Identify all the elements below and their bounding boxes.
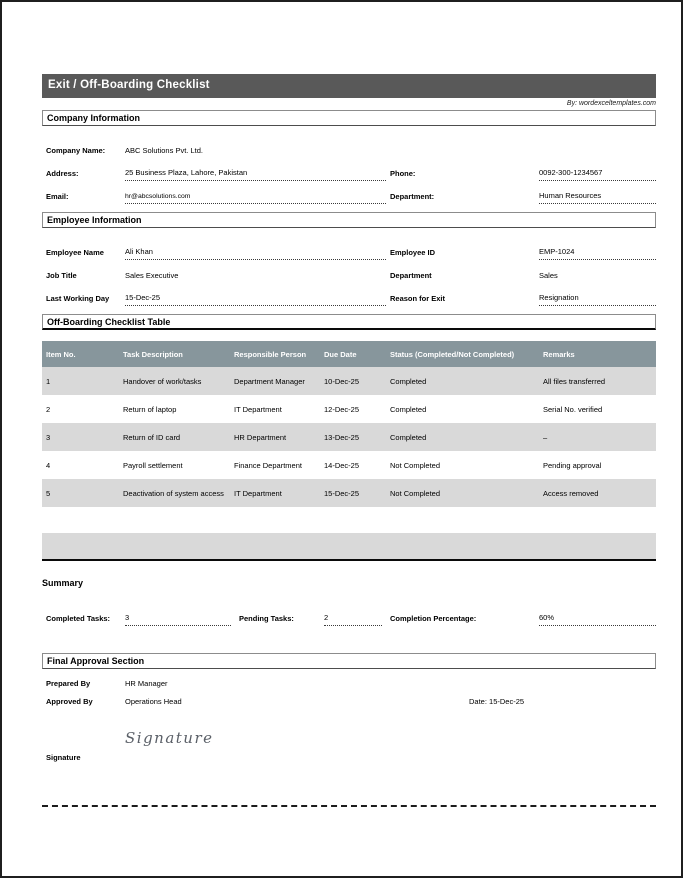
prepared-by-label: Prepared By <box>46 679 91 688</box>
field-row-prepared-by <box>42 679 656 697</box>
cell-remarks: – <box>543 432 548 442</box>
document-title-bar <box>42 74 656 98</box>
department-label: Department: <box>390 192 435 201</box>
field-row-email-department <box>42 181 656 204</box>
section-title: Final Approval Section <box>47 656 145 666</box>
job-title-label: Job Title <box>46 271 77 280</box>
column-header-responsible: Responsible Person <box>234 349 307 359</box>
section-title: Off-Boarding Checklist Table <box>47 317 171 327</box>
empty-table-row <box>42 507 656 533</box>
table-row <box>42 367 656 395</box>
table-header-row <box>42 341 656 367</box>
approval-fields <box>42 679 656 777</box>
document-title: Exit / Off-Boarding Checklist <box>48 79 210 91</box>
approved-by-label: Approved By <box>46 697 93 706</box>
cell-task: Payroll settlement <box>123 460 183 470</box>
employee-fields <box>42 237 656 306</box>
employee-name-value: Ali Khan <box>125 247 386 260</box>
section-title: Employee Information <box>47 215 142 225</box>
cell-responsible: IT Department <box>234 488 282 498</box>
cell-status: Completed <box>390 376 427 386</box>
table-row <box>42 423 656 451</box>
table-row <box>42 451 656 479</box>
cell-due: 14-Dec-25 <box>324 460 360 470</box>
completed-tasks-label: Completed Tasks: <box>46 614 111 623</box>
email-value: hr@abcsolutions.com <box>125 193 386 204</box>
approved-by-value: Operations Head <box>125 697 182 706</box>
company-name-label: Company Name: <box>46 146 106 155</box>
table-row <box>42 479 656 507</box>
company-fields <box>42 135 656 204</box>
cell-responsible: HR Department <box>234 432 287 442</box>
field-row-employee-name-id <box>42 237 656 260</box>
cell-item: 3 <box>46 432 51 442</box>
signature-label: Signature <box>46 752 81 762</box>
cell-task: Deactivation of system access <box>123 488 224 498</box>
department-value: Human Resources <box>539 191 656 204</box>
cell-due: 15-Dec-25 <box>324 488 360 498</box>
field-row-address-phone <box>42 158 656 181</box>
phone-value: 0092-300-1234567 <box>539 168 656 181</box>
cell-item: 1 <box>46 376 51 386</box>
completed-tasks-value: 3 <box>125 613 231 626</box>
cell-responsible: Department Manager <box>234 376 305 386</box>
employee-department-label: Department <box>390 271 432 280</box>
pending-tasks-value: 2 <box>324 613 382 626</box>
cell-due: 12-Dec-25 <box>324 404 360 414</box>
approval-date <box>469 697 656 706</box>
cell-status: Not Completed <box>390 460 441 470</box>
column-header-remarks: Remarks <box>543 349 575 359</box>
empty-table-row <box>42 533 656 559</box>
section-title: Company Information <box>47 113 141 123</box>
cell-task: Handover of work/tasks <box>123 376 202 386</box>
field-row-approved-by <box>42 697 656 715</box>
cell-due: 10-Dec-25 <box>324 376 360 386</box>
email-label: Email: <box>46 192 69 201</box>
completion-percentage-label: Completion Percentage: <box>390 614 477 623</box>
reason-for-exit-label: Reason for Exit <box>390 294 446 303</box>
cell-remarks: Access removed <box>543 488 599 498</box>
cell-responsible: IT Department <box>234 404 282 414</box>
column-header-task: Task Description <box>123 349 183 359</box>
cell-due: 13-Dec-25 <box>324 432 360 442</box>
section-employee-information <box>42 212 656 228</box>
address-value: 25 Business Plaza, Lahore, Pakistan <box>125 168 386 181</box>
phone-label: Phone: <box>390 169 416 178</box>
cell-task: Return of ID card <box>123 432 181 442</box>
column-header-due: Due Date <box>324 349 357 359</box>
field-row-signature <box>42 729 656 777</box>
employee-id-value: EMP-1024 <box>539 247 656 260</box>
section-final-approval <box>42 653 656 669</box>
date-value: 15-Dec-25 <box>489 697 525 706</box>
cell-item: 4 <box>46 460 51 470</box>
section-company-information <box>42 110 656 126</box>
employee-id-label: Employee ID <box>390 248 436 257</box>
summary-row <box>42 604 656 626</box>
date-label: Date: <box>469 697 487 706</box>
address-label: Address: <box>46 169 79 178</box>
cell-item: 2 <box>46 404 51 414</box>
completion-percentage-value: 60% <box>539 613 656 626</box>
job-title-value: Sales Executive <box>125 271 179 280</box>
table-row <box>42 395 656 423</box>
last-working-day-label: Last Working Day <box>46 294 110 303</box>
cell-task: Return of laptop <box>123 404 177 414</box>
cell-remarks: All files transferred <box>543 376 606 386</box>
employee-department-value: Sales <box>539 271 558 280</box>
column-header-status: Status (Completed/Not Completed) <box>390 349 515 359</box>
cell-responsible: Finance Department <box>234 460 302 470</box>
field-row-lastday-reason <box>42 283 656 306</box>
column-header-item: Item No. <box>46 349 76 359</box>
field-row-company-name <box>42 135 656 158</box>
bottom-divider-dashed-line <box>42 805 656 807</box>
last-working-day-value: 15-Dec-25 <box>125 293 386 306</box>
checklist-table <box>42 341 656 561</box>
cell-status: Completed <box>390 404 427 414</box>
section-checklist-table <box>42 314 656 330</box>
cell-item: 5 <box>46 488 51 498</box>
summary-title: Summary <box>42 578 84 588</box>
reason-for-exit-value: Resignation <box>539 293 656 306</box>
pending-tasks-label: Pending Tasks: <box>239 614 294 623</box>
cell-status: Completed <box>390 432 427 442</box>
cell-remarks: Serial No. verified <box>543 404 603 414</box>
company-name-value: ABC Solutions Pvt. Ltd. <box>125 146 203 155</box>
signature-handwriting: Signature <box>125 729 214 747</box>
cell-status: Not Completed <box>390 488 441 498</box>
prepared-by-value: HR Manager <box>125 679 168 688</box>
cell-remarks: Pending approval <box>543 460 602 470</box>
employee-name-label: Employee Name <box>46 248 104 257</box>
field-row-job-department <box>42 260 656 283</box>
byline: By: wordexceltemplates.com <box>566 100 656 107</box>
